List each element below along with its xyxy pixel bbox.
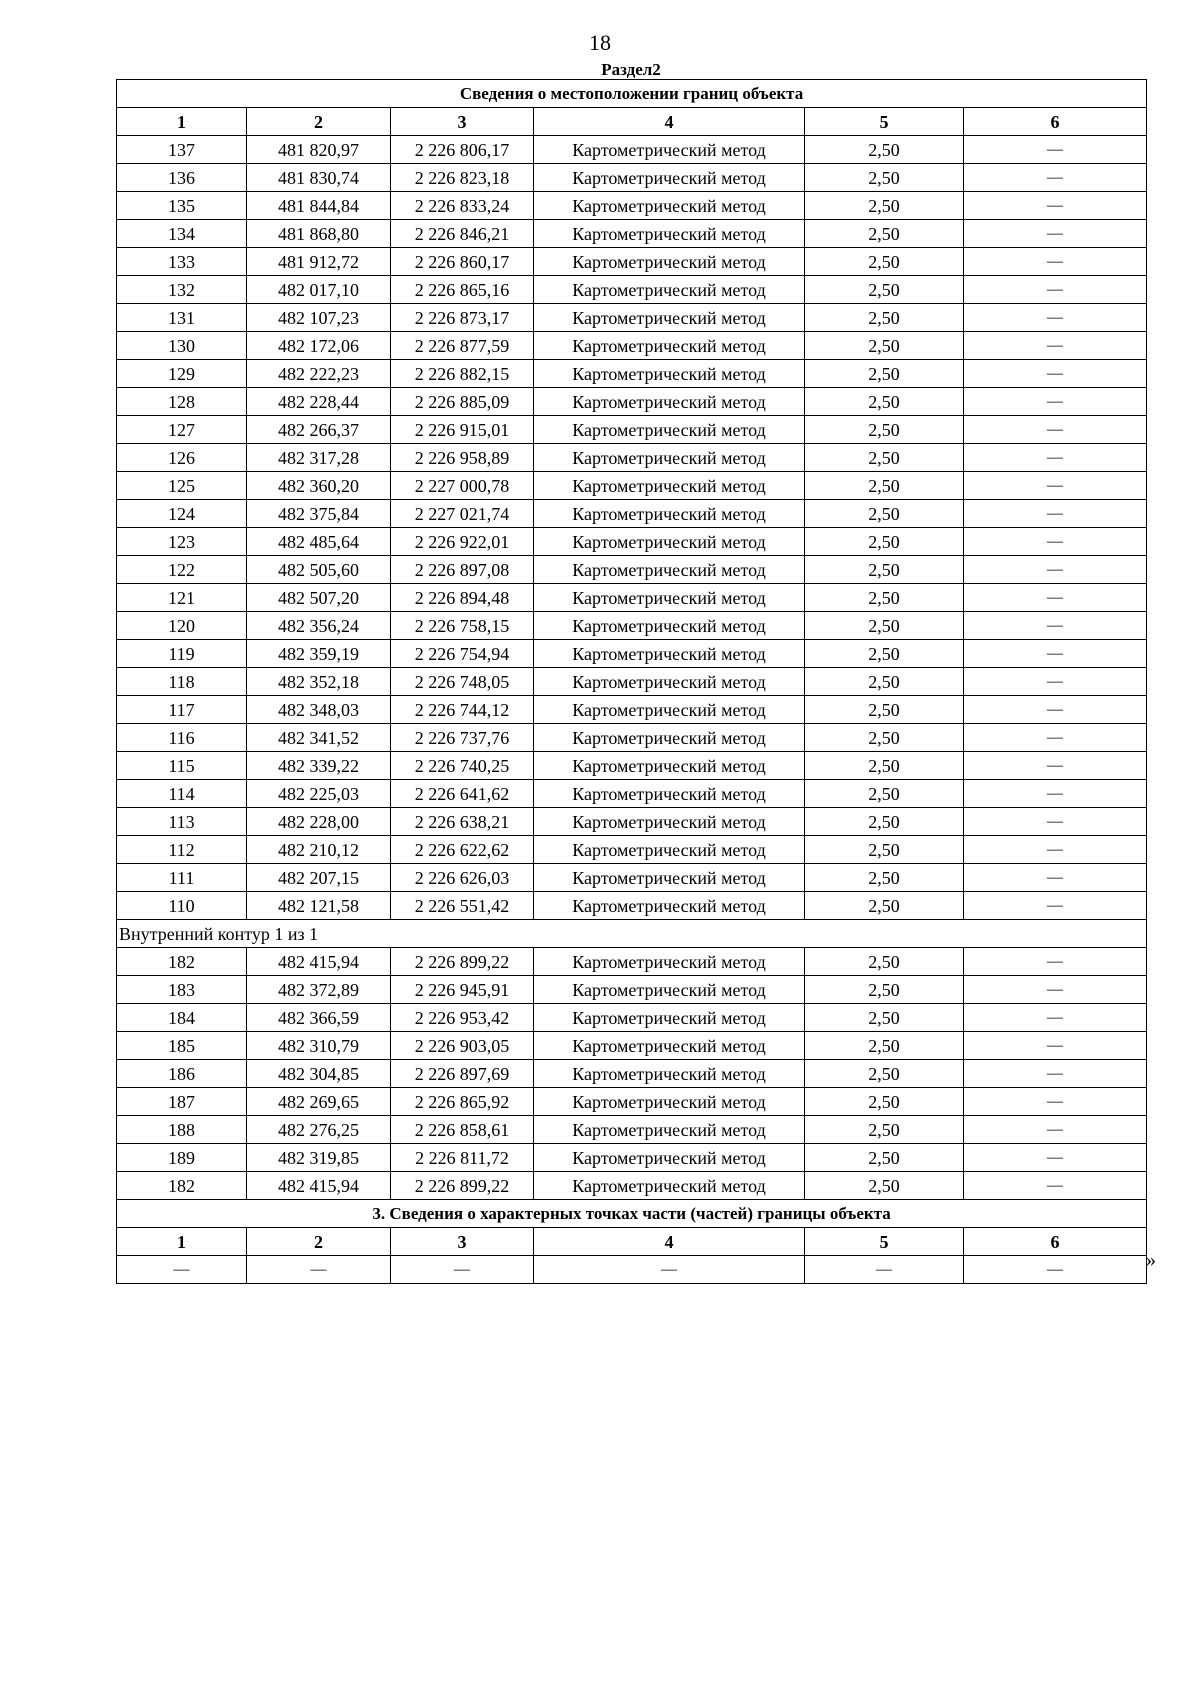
- cell-col-1: 115: [117, 752, 247, 780]
- cell-col-5: 2,50: [805, 500, 964, 528]
- column-header-1: 1: [117, 108, 247, 136]
- table-row: [117, 696, 1147, 724]
- cell-col-1: 185: [117, 1032, 247, 1060]
- cell-col-5: 2,50: [805, 332, 964, 360]
- cell-col-5: 2,50: [805, 780, 964, 808]
- cell-col-5: 2,50: [805, 752, 964, 780]
- cell-col-4: Картометрический метод: [534, 1060, 805, 1088]
- cell-col-5: 2,50: [805, 304, 964, 332]
- cell-col-3: 2 226 953,42: [391, 1004, 534, 1032]
- cell-col-4: Картометрический метод: [534, 304, 805, 332]
- cell-col-1: 122: [117, 556, 247, 584]
- cell-col-1: 125: [117, 472, 247, 500]
- cell-col-4: Картометрический метод: [534, 724, 805, 752]
- cell-col-3: 2 226 899,22: [391, 948, 534, 976]
- table-row: [117, 1144, 1147, 1172]
- cell-col-1: 133: [117, 248, 247, 276]
- cell-col-2: 482 339,22: [247, 752, 391, 780]
- cell-col-3: 2 226 758,15: [391, 612, 534, 640]
- section3-header-row: [117, 1228, 1147, 1256]
- cell-col-5: 2,50: [805, 444, 964, 472]
- cell-col-6: —: [964, 360, 1147, 388]
- cell-col-2: 481 830,74: [247, 164, 391, 192]
- table-row: [117, 416, 1147, 444]
- cell-col-6: —: [964, 444, 1147, 472]
- cell-col-1: 186: [117, 1060, 247, 1088]
- cell-col-2: 482 360,20: [247, 472, 391, 500]
- section3-cell-col-5: —: [805, 1256, 964, 1284]
- cell-col-4: Картометрический метод: [534, 668, 805, 696]
- cell-col-3: 2 226 894,48: [391, 584, 534, 612]
- cell-col-3: 2 226 897,08: [391, 556, 534, 584]
- cell-col-3: 2 226 958,89: [391, 444, 534, 472]
- cell-col-3: 2 226 737,76: [391, 724, 534, 752]
- cell-col-4: Картометрический метод: [534, 192, 805, 220]
- section-label: Раздел2: [601, 60, 661, 79]
- cell-col-4: Картометрический метод: [534, 1088, 805, 1116]
- table-row: [117, 332, 1147, 360]
- cell-col-2: 482 507,20: [247, 584, 391, 612]
- cell-col-6: —: [964, 976, 1147, 1004]
- cell-col-1: 119: [117, 640, 247, 668]
- table-row: [117, 584, 1147, 612]
- cell-col-3: 2 226 811,72: [391, 1144, 534, 1172]
- cell-col-5: 2,50: [805, 696, 964, 724]
- table-row: [117, 528, 1147, 556]
- cell-col-4: Картометрический метод: [534, 976, 805, 1004]
- cell-col-1: 187: [117, 1088, 247, 1116]
- cell-col-3: 2 226 945,91: [391, 976, 534, 1004]
- table-row: [117, 864, 1147, 892]
- section3-cell-col-3: —: [391, 1256, 534, 1284]
- cell-col-4: Картометрический метод: [534, 696, 805, 724]
- cell-col-2: 482 225,03: [247, 780, 391, 808]
- cell-col-6: —: [964, 836, 1147, 864]
- cell-col-6: —: [964, 276, 1147, 304]
- cell-col-5: 2,50: [805, 836, 964, 864]
- cell-col-6: —: [964, 752, 1147, 780]
- table-row: [117, 276, 1147, 304]
- table-row: [117, 808, 1147, 836]
- cell-col-1: 112: [117, 836, 247, 864]
- table-row: [117, 780, 1147, 808]
- cell-col-2: 482 017,10: [247, 276, 391, 304]
- section3-column-header-6: 6: [964, 1228, 1147, 1256]
- cell-col-5: 2,50: [805, 808, 964, 836]
- cell-col-4: Картометрический метод: [534, 416, 805, 444]
- cell-col-4: Картометрический метод: [534, 220, 805, 248]
- cell-col-5: 2,50: [805, 864, 964, 892]
- cell-col-4: Картометрический метод: [534, 864, 805, 892]
- table-row: [117, 1032, 1147, 1060]
- table-row: [117, 668, 1147, 696]
- cell-col-5: 2,50: [805, 248, 964, 276]
- cell-col-4: Картометрический метод: [534, 276, 805, 304]
- table-row: [117, 1060, 1147, 1088]
- cell-col-1: 184: [117, 1004, 247, 1032]
- cell-col-6: —: [964, 164, 1147, 192]
- section3-cell-col-1: —: [117, 1256, 247, 1284]
- cell-col-1: 121: [117, 584, 247, 612]
- cell-col-6: —: [964, 556, 1147, 584]
- cell-col-3: 2 226 897,69: [391, 1060, 534, 1088]
- cell-col-6: —: [964, 724, 1147, 752]
- cell-col-1: 114: [117, 780, 247, 808]
- cell-col-5: 2,50: [805, 612, 964, 640]
- cell-col-6: —: [964, 584, 1147, 612]
- cell-col-2: 482 415,94: [247, 948, 391, 976]
- cell-col-2: 482 372,89: [247, 976, 391, 1004]
- section3-column-header-4: 4: [534, 1228, 805, 1256]
- section3-caption-row: [117, 1200, 1147, 1228]
- cell-col-2: 482 310,79: [247, 1032, 391, 1060]
- cell-col-5: 2,50: [805, 1032, 964, 1060]
- cell-col-5: 2,50: [805, 1088, 964, 1116]
- cell-col-4: Картометрический метод: [534, 444, 805, 472]
- cell-col-2: 482 121,58: [247, 892, 391, 920]
- table-row: [117, 836, 1147, 864]
- cell-col-5: 2,50: [805, 276, 964, 304]
- cell-col-2: 481 912,72: [247, 248, 391, 276]
- cell-col-3: 2 226 860,17: [391, 248, 534, 276]
- cell-col-4: Картометрический метод: [534, 500, 805, 528]
- table-row: [117, 500, 1147, 528]
- cell-col-1: 128: [117, 388, 247, 416]
- cell-col-1: 132: [117, 276, 247, 304]
- cell-col-2: 482 228,00: [247, 808, 391, 836]
- inner-contour-label-row: [117, 920, 1147, 948]
- cell-col-4: Картометрический метод: [534, 892, 805, 920]
- cell-col-2: 482 304,85: [247, 1060, 391, 1088]
- cell-col-2: 482 266,37: [247, 416, 391, 444]
- column-header-3: 3: [391, 108, 534, 136]
- cell-col-2: 482 356,24: [247, 612, 391, 640]
- table-row: [117, 892, 1147, 920]
- cell-col-6: —: [964, 1060, 1147, 1088]
- inner-contour-label: Внутренний контур 1 из 1: [117, 920, 1147, 948]
- cell-col-5: 2,50: [805, 164, 964, 192]
- table-row: [117, 1172, 1147, 1200]
- cell-col-4: Картометрический метод: [534, 556, 805, 584]
- cell-col-5: 2,50: [805, 892, 964, 920]
- column-header-4: 4: [534, 108, 805, 136]
- cell-col-3: 2 226 877,59: [391, 332, 534, 360]
- section3-cell-col-6: —: [964, 1256, 1147, 1284]
- cell-col-3: 2 226 915,01: [391, 416, 534, 444]
- cell-col-4: Картометрический метод: [534, 752, 805, 780]
- cell-col-1: 127: [117, 416, 247, 444]
- section3-row: [117, 1256, 1147, 1284]
- cell-col-4: Картометрический метод: [534, 640, 805, 668]
- cell-col-4: Картометрический метод: [534, 248, 805, 276]
- cell-col-4: Картометрический метод: [534, 472, 805, 500]
- cell-col-6: —: [964, 1088, 1147, 1116]
- cell-col-6: —: [964, 192, 1147, 220]
- cell-col-4: Картометрический метод: [534, 612, 805, 640]
- cell-col-6: —: [964, 332, 1147, 360]
- cell-col-6: —: [964, 416, 1147, 444]
- cell-col-3: 2 226 873,17: [391, 304, 534, 332]
- cell-col-3: 2 226 551,42: [391, 892, 534, 920]
- cell-col-4: Картометрический метод: [534, 1004, 805, 1032]
- cell-col-3: 2 226 846,21: [391, 220, 534, 248]
- cell-col-2: 482 269,65: [247, 1088, 391, 1116]
- table-row: [117, 444, 1147, 472]
- cell-col-6: —: [964, 528, 1147, 556]
- cell-col-2: 482 505,60: [247, 556, 391, 584]
- cell-col-1: 129: [117, 360, 247, 388]
- cell-col-3: 2 226 641,62: [391, 780, 534, 808]
- cell-col-3: 2 226 833,24: [391, 192, 534, 220]
- table-row: [117, 136, 1147, 164]
- cell-col-4: Картометрический метод: [534, 1032, 805, 1060]
- cell-col-2: 482 341,52: [247, 724, 391, 752]
- cell-col-3: 2 226 885,09: [391, 388, 534, 416]
- cell-col-1: 135: [117, 192, 247, 220]
- cell-col-2: 482 348,03: [247, 696, 391, 724]
- cell-col-5: 2,50: [805, 724, 964, 752]
- cell-col-3: 2 226 638,21: [391, 808, 534, 836]
- cell-col-3: 2 226 744,12: [391, 696, 534, 724]
- cell-col-2: 482 172,06: [247, 332, 391, 360]
- table-row: [117, 556, 1147, 584]
- boundary-coordinates-table: [116, 79, 1147, 1284]
- table-caption: Сведения о местоположении границ объекта: [117, 80, 1147, 108]
- table-row: [117, 1004, 1147, 1032]
- cell-col-4: Картометрический метод: [534, 780, 805, 808]
- table-row: [117, 192, 1147, 220]
- cell-col-1: 116: [117, 724, 247, 752]
- cell-col-3: 2 226 823,18: [391, 164, 534, 192]
- cell-col-1: 130: [117, 332, 247, 360]
- cell-col-5: 2,50: [805, 360, 964, 388]
- cell-col-6: —: [964, 500, 1147, 528]
- column-header-6: 6: [964, 108, 1147, 136]
- cell-col-2: 482 359,19: [247, 640, 391, 668]
- cell-col-1: 118: [117, 668, 247, 696]
- cell-col-6: —: [964, 1116, 1147, 1144]
- cell-col-6: —: [964, 948, 1147, 976]
- cell-col-2: 482 228,44: [247, 388, 391, 416]
- cell-col-5: 2,50: [805, 1144, 964, 1172]
- table-row: [117, 1088, 1147, 1116]
- cell-col-1: 126: [117, 444, 247, 472]
- section3-column-header-5: 5: [805, 1228, 964, 1256]
- cell-col-4: Картометрический метод: [534, 332, 805, 360]
- cell-col-2: 482 207,15: [247, 864, 391, 892]
- cell-col-1: 113: [117, 808, 247, 836]
- cell-col-5: 2,50: [805, 584, 964, 612]
- cell-col-5: 2,50: [805, 1116, 964, 1144]
- cell-col-6: —: [964, 892, 1147, 920]
- cell-col-3: 2 226 626,03: [391, 864, 534, 892]
- cell-col-2: 482 375,84: [247, 500, 391, 528]
- cell-col-6: —: [964, 696, 1147, 724]
- cell-col-6: —: [964, 864, 1147, 892]
- cell-col-3: 2 226 865,16: [391, 276, 534, 304]
- cell-col-1: 182: [117, 1172, 247, 1200]
- cell-col-1: 111: [117, 864, 247, 892]
- cell-col-6: —: [964, 472, 1147, 500]
- cell-col-5: 2,50: [805, 528, 964, 556]
- cell-col-5: 2,50: [805, 948, 964, 976]
- section3-cell-col-4: —: [534, 1256, 805, 1284]
- table-row: [117, 1116, 1147, 1144]
- cell-col-1: 182: [117, 948, 247, 976]
- cell-col-1: 134: [117, 220, 247, 248]
- table-row: [117, 164, 1147, 192]
- cell-col-1: 124: [117, 500, 247, 528]
- cell-col-3: 2 226 922,01: [391, 528, 534, 556]
- cell-col-5: 2,50: [805, 1004, 964, 1032]
- cell-col-4: Картометрический метод: [534, 1144, 805, 1172]
- cell-col-3: 2 226 622,62: [391, 836, 534, 864]
- cell-col-3: 2 226 899,22: [391, 1172, 534, 1200]
- table-row: [117, 948, 1147, 976]
- cell-col-5: 2,50: [805, 668, 964, 696]
- cell-col-4: Картометрический метод: [534, 164, 805, 192]
- cell-col-3: 2 226 903,05: [391, 1032, 534, 1060]
- cell-col-2: 482 485,64: [247, 528, 391, 556]
- cell-col-4: Картометрический метод: [534, 584, 805, 612]
- section3-cell-col-2: —: [247, 1256, 391, 1284]
- cell-col-6: —: [964, 612, 1147, 640]
- section3-caption: 3. Сведения о характерных точках части (частей) границы объекта: [117, 1200, 1147, 1228]
- cell-col-6: —: [964, 1032, 1147, 1060]
- cell-col-6: —: [964, 248, 1147, 276]
- cell-col-2: 482 317,28: [247, 444, 391, 472]
- cell-col-3: 2 226 806,17: [391, 136, 534, 164]
- cell-col-6: —: [964, 640, 1147, 668]
- cell-col-2: 481 868,80: [247, 220, 391, 248]
- cell-col-1: 188: [117, 1116, 247, 1144]
- table-row: [117, 220, 1147, 248]
- cell-col-5: 2,50: [805, 388, 964, 416]
- cell-col-5: 2,50: [805, 192, 964, 220]
- cell-col-1: 120: [117, 612, 247, 640]
- cell-col-2: 482 319,85: [247, 1144, 391, 1172]
- page-number: 18: [589, 30, 611, 55]
- cell-col-3: 2 227 000,78: [391, 472, 534, 500]
- cell-col-5: 2,50: [805, 1060, 964, 1088]
- cell-col-4: Картометрический метод: [534, 948, 805, 976]
- table-row: [117, 304, 1147, 332]
- closing-quote: »: [1146, 1249, 1156, 1271]
- column-header-5: 5: [805, 108, 964, 136]
- cell-col-4: Картометрический метод: [534, 388, 805, 416]
- cell-col-6: —: [964, 220, 1147, 248]
- cell-col-6: —: [964, 304, 1147, 332]
- section3-column-header-1: 1: [117, 1228, 247, 1256]
- table-row: [117, 360, 1147, 388]
- table-row: [117, 752, 1147, 780]
- cell-col-1: 123: [117, 528, 247, 556]
- cell-col-1: 136: [117, 164, 247, 192]
- table-row: [117, 472, 1147, 500]
- cell-col-5: 2,50: [805, 640, 964, 668]
- cell-col-3: 2 226 882,15: [391, 360, 534, 388]
- table-row: [117, 388, 1147, 416]
- cell-col-6: —: [964, 1172, 1147, 1200]
- table-row: [117, 612, 1147, 640]
- cell-col-5: 2,50: [805, 416, 964, 444]
- cell-col-6: —: [964, 136, 1147, 164]
- cell-col-2: 482 276,25: [247, 1116, 391, 1144]
- cell-col-2: 481 820,97: [247, 136, 391, 164]
- cell-col-4: Картометрический метод: [534, 836, 805, 864]
- section3-column-header-2: 2: [247, 1228, 391, 1256]
- cell-col-5: 2,50: [805, 976, 964, 1004]
- cell-col-3: 2 226 858,61: [391, 1116, 534, 1144]
- cell-col-4: Картометрический метод: [534, 808, 805, 836]
- cell-col-1: 110: [117, 892, 247, 920]
- cell-col-6: —: [964, 808, 1147, 836]
- cell-col-4: Картометрический метод: [534, 1172, 805, 1200]
- cell-col-5: 2,50: [805, 136, 964, 164]
- cell-col-1: 117: [117, 696, 247, 724]
- table-row: [117, 248, 1147, 276]
- cell-col-3: 2 226 740,25: [391, 752, 534, 780]
- header-row: [117, 108, 1147, 136]
- section3-column-header-3: 3: [391, 1228, 534, 1256]
- cell-col-2: 482 107,23: [247, 304, 391, 332]
- cell-col-2: 481 844,84: [247, 192, 391, 220]
- cell-col-5: 2,50: [805, 556, 964, 584]
- cell-col-5: 2,50: [805, 472, 964, 500]
- cell-col-6: —: [964, 668, 1147, 696]
- cell-col-6: —: [964, 388, 1147, 416]
- table-row: [117, 640, 1147, 668]
- table-row: [117, 976, 1147, 1004]
- cell-col-1: 137: [117, 136, 247, 164]
- cell-col-1: 131: [117, 304, 247, 332]
- cell-col-1: 189: [117, 1144, 247, 1172]
- cell-col-5: 2,50: [805, 220, 964, 248]
- table-row: [117, 724, 1147, 752]
- cell-col-3: 2 227 021,74: [391, 500, 534, 528]
- cell-col-3: 2 226 865,92: [391, 1088, 534, 1116]
- column-header-2: 2: [247, 108, 391, 136]
- cell-col-4: Картометрический метод: [534, 1116, 805, 1144]
- cell-col-2: 482 210,12: [247, 836, 391, 864]
- cell-col-4: Картометрический метод: [534, 360, 805, 388]
- cell-col-6: —: [964, 780, 1147, 808]
- table-caption-row: [117, 80, 1147, 108]
- cell-col-4: Картометрический метод: [534, 528, 805, 556]
- cell-col-2: 482 352,18: [247, 668, 391, 696]
- cell-col-3: 2 226 754,94: [391, 640, 534, 668]
- cell-col-3: 2 226 748,05: [391, 668, 534, 696]
- cell-col-6: —: [964, 1144, 1147, 1172]
- cell-col-2: 482 366,59: [247, 1004, 391, 1032]
- cell-col-4: Картометрический метод: [534, 136, 805, 164]
- cell-col-5: 2,50: [805, 1172, 964, 1200]
- cell-col-2: 482 222,23: [247, 360, 391, 388]
- cell-col-6: —: [964, 1004, 1147, 1032]
- cell-col-2: 482 415,94: [247, 1172, 391, 1200]
- cell-col-1: 183: [117, 976, 247, 1004]
